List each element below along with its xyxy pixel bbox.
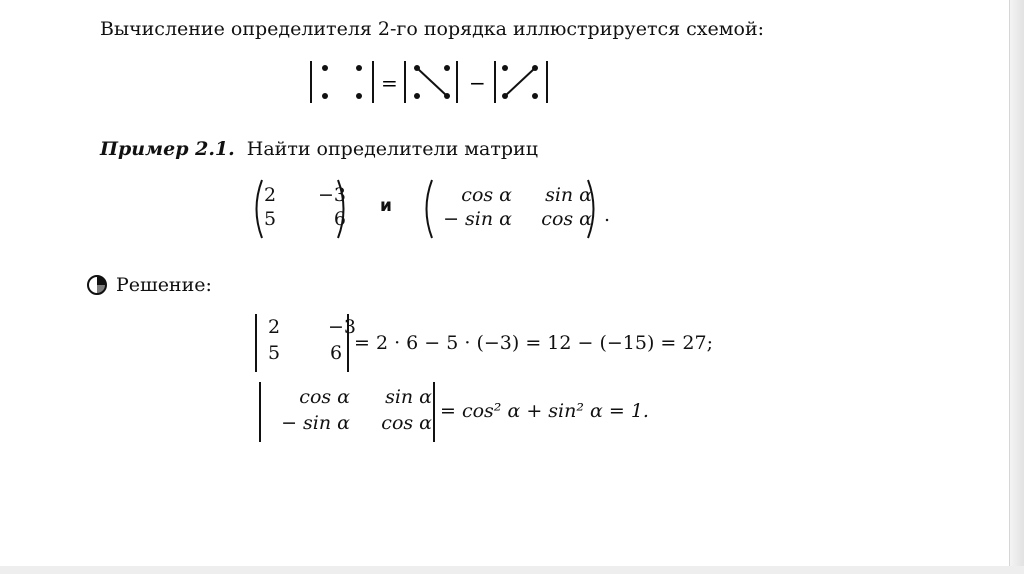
slide-frame-bottom [0, 566, 1024, 574]
eq1-rhs: = 2 · 6 − 5 · (−3) = 12 − (−15) = 27; [354, 332, 713, 354]
eq2-cell: cos α [299, 386, 350, 408]
eq2-cell: cos α [381, 412, 432, 434]
matrix-a-cell: 2 [264, 184, 277, 206]
example-text: Найти определители матриц [246, 138, 538, 160]
matrix-b-cell: cos α [461, 184, 512, 206]
eq2-cell: − sin α [281, 412, 350, 434]
solution-bullet-icon [86, 274, 108, 296]
matrix-b-period: . [604, 204, 611, 226]
matrix-b-cell: − sin α [443, 208, 512, 230]
matrix-b-cell: cos α [541, 208, 592, 230]
eq1-cell: 2 [268, 316, 281, 338]
example-label: Пример 2.1. [100, 138, 235, 160]
matrix-a-cell: 5 [264, 208, 277, 230]
determinant-scheme [307, 58, 557, 106]
intro-text: Вычисление определителя 2-го порядка иллюстрируется схемой: [100, 18, 765, 40]
eq2-cell: sin α [385, 386, 432, 408]
scheme-minus: − [469, 71, 486, 95]
eq1-cell: 5 [268, 342, 281, 364]
matrix-a-cell: 6 [333, 208, 346, 230]
conjunction: и [380, 196, 392, 216]
matrix-b-cell: sin α [545, 184, 592, 206]
eq1-cell: 6 [330, 342, 343, 364]
eq2-rhs: = cos² α + sin² α = 1. [440, 400, 649, 422]
eq1-cell: −3 [327, 316, 356, 338]
solution-heading [86, 274, 212, 296]
slide-frame-edge [1009, 0, 1024, 574]
scheme-equals: = [381, 71, 398, 95]
matrix-a-cell: −3 [317, 184, 346, 206]
solution-label: Решение: [116, 274, 212, 296]
example-heading [100, 138, 538, 160]
